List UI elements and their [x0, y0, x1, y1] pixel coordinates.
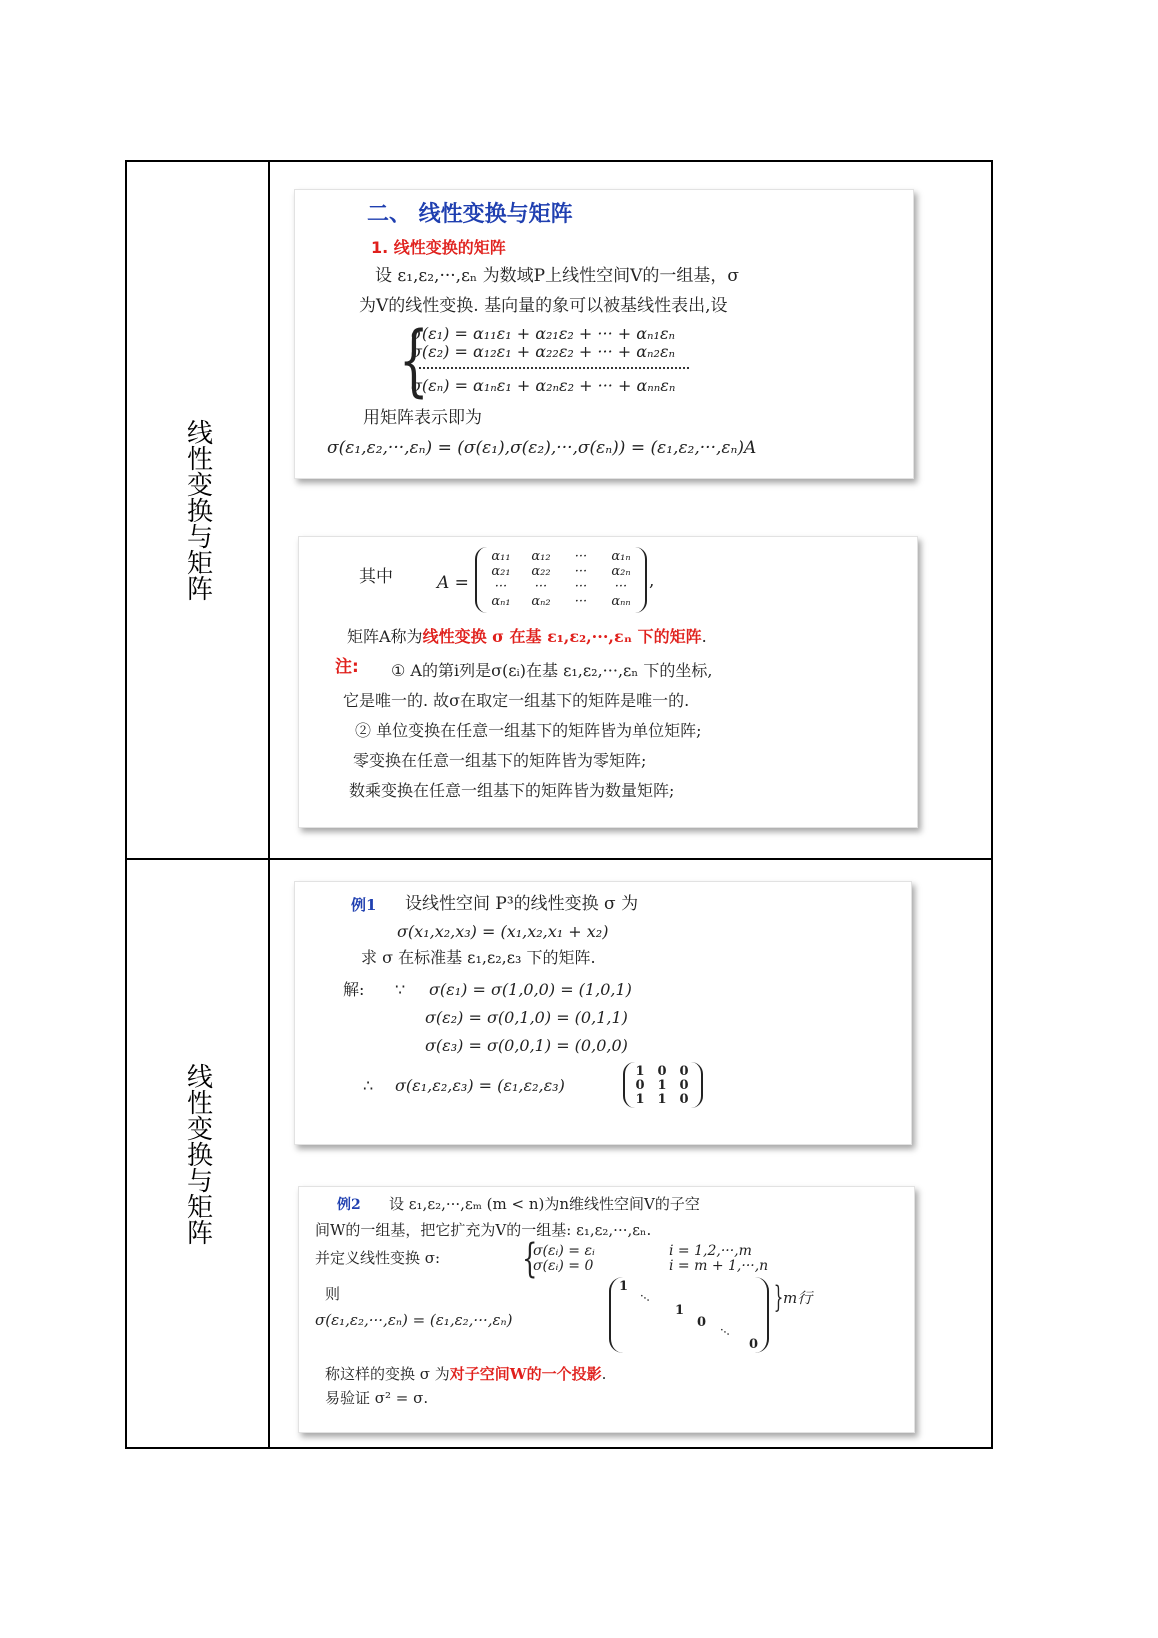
- matrix-entry: 1: [657, 1092, 667, 1107]
- case-equation: σ(εᵢ) = εᵢ: [533, 1243, 595, 1259]
- document-table: [125, 160, 993, 1449]
- definition-highlight: 对子空间W的一个投影: [449, 1365, 602, 1383]
- definition-end: .: [601, 1365, 607, 1383]
- text-line: 设 ε₁,ε₂,···,εₙ 为数域P上线性空间V的一组基，σ: [375, 266, 739, 286]
- equation: σ(x₁,x₂,x₃) = (x₁,x₂,x₁ + x₂): [397, 922, 609, 941]
- matrix-entry: αₙ₁: [491, 594, 511, 609]
- equation: σ(ε₁) = α₁₁ε₁ + α₂₁ε₂ + ··· + αₙ₁εₙ: [411, 324, 676, 343]
- text-line: 设 ε₁,ε₂,···,εₘ (m < n)为n维线性空间V的子空: [389, 1195, 700, 1213]
- matrix-entry: α₂ₙ: [611, 564, 631, 579]
- matrix-entry: α₁ₙ: [611, 549, 631, 564]
- text-line: 并定义线性变换 σ:: [315, 1249, 441, 1267]
- row-content-cell: [270, 162, 991, 858]
- text-line: 间W的一组基，把它扩充为V的一组基: ε₁,ε₂,···,εₙ.: [315, 1221, 652, 1239]
- example-label: 例2: [337, 1197, 361, 1213]
- matrix-entry: ···: [574, 549, 588, 564]
- matrix-bracket: [609, 1277, 769, 1353]
- solution-label: 解:: [343, 980, 365, 999]
- matrix-entry: 1: [619, 1279, 629, 1294]
- note-label: 注:: [335, 657, 359, 677]
- text-qizhong: 其中: [359, 567, 393, 587]
- matrix-entry: 1: [635, 1064, 645, 1079]
- matrix-entry: α₂₂: [531, 564, 551, 579]
- equation: σ(ε₂) = σ(0,1,0) = (0,1,1): [425, 1008, 628, 1027]
- row-content-cell: [270, 860, 991, 1447]
- matrix-entry: 0: [635, 1078, 645, 1093]
- comma: ,: [649, 571, 655, 591]
- text-line: 为V的线性变换. 基向量的象可以被基线性表出,设: [359, 296, 728, 316]
- matrix-entry: 1: [657, 1078, 667, 1093]
- matrix-entry: 0: [679, 1092, 689, 1107]
- matrix-entry: ···: [534, 579, 548, 594]
- note-line: 它是唯一的. 故σ在取定一组基下的矩阵是唯一的.: [343, 691, 690, 710]
- matrix-entry: α₁₁: [491, 549, 511, 564]
- row-label-cell: [127, 162, 270, 858]
- left-brace: {: [522, 1236, 538, 1282]
- matrix-entry: 0: [679, 1064, 689, 1079]
- row-label: 线性变换与矩阵: [182, 1062, 213, 1245]
- matrix-entry: α₂₁: [491, 564, 511, 579]
- matrix-entry: 1: [635, 1092, 645, 1107]
- dotted-divider: [419, 367, 689, 369]
- right-brace: }: [773, 1280, 784, 1315]
- definition-line: [347, 627, 707, 646]
- note-line: 数乘变换在任意一组基下的矩阵皆为数量矩阵;: [349, 781, 675, 800]
- matrix-entry: ···: [614, 579, 628, 594]
- matrix-entry: ···: [574, 564, 588, 579]
- matrix-entry: αₙ₂: [531, 594, 551, 609]
- row-label-cell: [127, 860, 270, 1447]
- case-condition: i = m + 1,···,n: [669, 1258, 769, 1274]
- left-brace: {: [398, 316, 429, 406]
- matrix-entry: αₙₙ: [611, 594, 631, 609]
- text-line: 易验证 σ² = σ.: [325, 1389, 429, 1407]
- definition-part: 矩阵A称为: [347, 627, 423, 646]
- equation: σ(ε₁) = σ(1,0,0) = (1,0,1): [429, 980, 632, 999]
- note-line: 零变换在任意一组基下的矩阵皆为零矩阵;: [353, 751, 647, 770]
- equation: σ(ε₁,ε₂,···,εₙ) = (ε₁,ε₂,···,εₙ): [315, 1311, 513, 1329]
- matrix-entry: α₁₂: [531, 549, 551, 564]
- case-equation: σ(εᵢ) = 0: [533, 1258, 594, 1274]
- equation: σ(ε₃) = σ(0,0,1) = (0,0,0): [425, 1036, 628, 1055]
- text-line: 用矩阵表示即为: [363, 408, 482, 428]
- matrix-label: A =: [437, 573, 469, 593]
- note-line: ① A的第i列是σ(εᵢ)在基 ε₁,ε₂,···,εₙ 下的坐标,: [391, 661, 713, 680]
- table-row: [127, 860, 991, 1447]
- definition-end: .: [701, 627, 707, 646]
- slide-subheading: 1. 线性变换的矩阵: [371, 238, 506, 257]
- matrix-entry: 0: [697, 1315, 707, 1330]
- table-row: [127, 162, 991, 860]
- definition-highlight: 线性变换 σ 在基 ε₁,ε₂,···,εₙ 下的矩阵: [422, 627, 702, 646]
- text-then: 则: [325, 1285, 341, 1303]
- because-symbol: ∵: [395, 980, 406, 999]
- slide-linear-transform-matrix: [294, 189, 914, 479]
- definition-part: 称这样的变换 σ 为: [325, 1365, 450, 1383]
- equation: σ(ε₂) = α₁₂ε₁ + α₂₂ε₂ + ··· + αₙ₂εₙ: [411, 342, 676, 361]
- slide-example-2: [298, 1186, 915, 1433]
- text-line: 求 σ 在标准基 ε₁,ε₂,ε₃ 下的矩阵.: [361, 948, 596, 967]
- matrix-entry: 0: [657, 1064, 667, 1079]
- matrix-entry: ···: [494, 579, 508, 594]
- equation: σ(εₙ) = α₁ₙε₁ + α₂ₙε₂ + ··· + αₙₙεₙ: [411, 376, 676, 395]
- equation: σ(ε₁,ε₂,ε₃) = (ε₁,ε₂,ε₃): [395, 1076, 565, 1095]
- equation: σ(ε₁,ε₂,···,εₙ) = (σ(ε₁),σ(ε₂),···,σ(εₙ)) = (ε₁,ε₂,···,εₙ)A: [327, 438, 757, 458]
- diagonal-dots: ···: [636, 1289, 654, 1308]
- diagonal-dots: ···: [716, 1323, 734, 1342]
- matrix-entry: 0: [679, 1078, 689, 1093]
- matrix-entry: ···: [574, 579, 588, 594]
- matrix-result: [629, 1064, 697, 1106]
- row-label: 线性变换与矩阵: [182, 419, 213, 601]
- example-text: 设线性空间 P³的线性变换 σ 为: [405, 894, 639, 914]
- matrix-entry: 0: [749, 1337, 759, 1352]
- slide-example-1: [294, 881, 912, 1145]
- rows-label: m行: [783, 1289, 813, 1307]
- therefore-symbol: ∴: [363, 1076, 374, 1095]
- matrix-entry: 1: [675, 1303, 685, 1318]
- matrix-a: [481, 549, 641, 609]
- note-line: ② 单位变换在任意一组基下的矩阵皆为单位矩阵;: [355, 721, 702, 740]
- definition-line: [325, 1365, 606, 1383]
- case-condition: i = 1,2,···,m: [669, 1243, 752, 1259]
- example-label: 例1: [351, 896, 377, 914]
- matrix-entry: ···: [574, 594, 588, 609]
- slide-heading: 二、 线性变换与矩阵: [367, 202, 573, 227]
- slide-matrix-definition: [298, 536, 918, 828]
